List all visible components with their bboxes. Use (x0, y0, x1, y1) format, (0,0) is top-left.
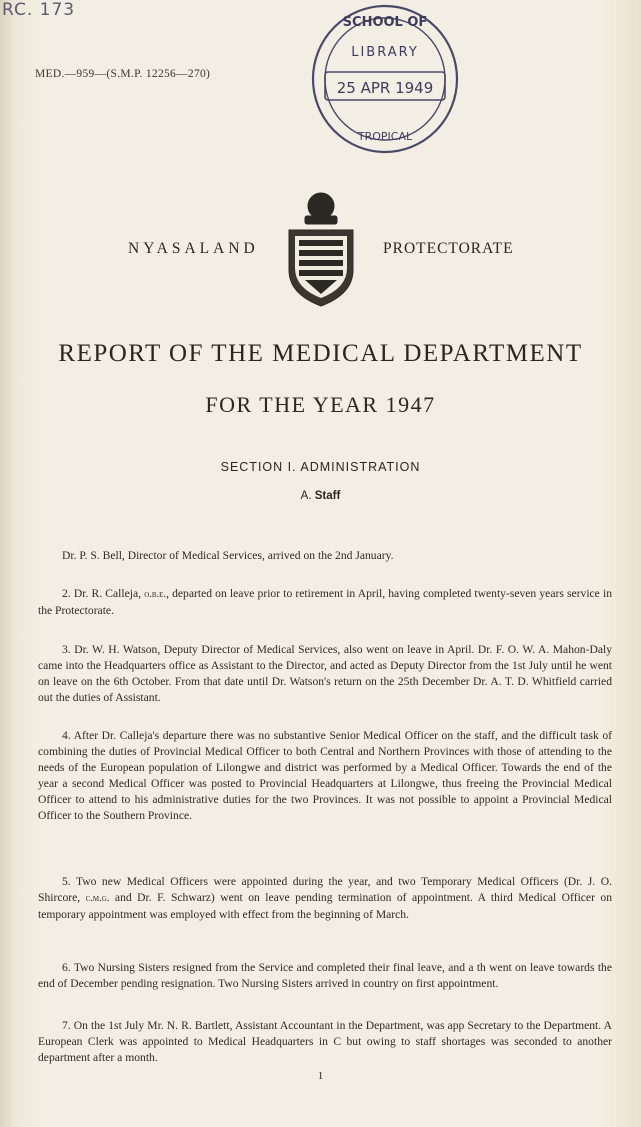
section-heading: SECTION I. ADMINISTRATION (220, 460, 421, 474)
report-title: REPORT OF THE MEDICAL DEPARTMENT (58, 340, 583, 367)
report-year: FOR THE YEAR 1947 (205, 392, 436, 417)
paragraph-1: Dr. P. S. Bell, Director of Medical Services, arrived on the 2nd January. (62, 549, 394, 562)
library-stamp (305, 0, 465, 158)
country-name-right: PROTECTORATE (383, 240, 514, 257)
stamp-bottom-text: TROPICAL (357, 130, 413, 143)
paragraph-4: 4. After Dr. Calleja's departure there was no substantive Senior Medical Officer on the staff, and the difficult task of combining the duties of Provincial Medical Officer to both Central and Northern Provinces with those of attending to the needs of the European population of Lilongwe and district was performed by a Medical Officer. Towards the end of the year a second Medical Officer was posted to Provincial Headquarters at Lilongwe, thus freeing the Provincial Medical Officer to attend to his administrative duties for the two Provinces. It was not possible to appoint a Provincial Medical Officer to the Southern Province. (38, 729, 612, 822)
paragraph-6: 6. Two Nursing Sisters resigned from the Service and completed their final leave, and a th went on leave towards the end of December pending resignation. Two Nursing Sisters arrived in country on first appointment. (38, 961, 612, 990)
stamp-date: 25 APR 1949 (336, 79, 434, 97)
page-number: 1 (317, 1070, 324, 1082)
paragraph-7: 7. On the 1st July Mr. N. R. Bartlett, Assistant Accountant in the Department, was app Secretary to the Department. A European Clerk was appointed to Medical Headquarters in C but owing to staff shortages was seconded to another department after a month. (38, 1019, 612, 1064)
stamp-library-text: LIBRARY (351, 45, 419, 60)
country-name-left: NYASALAND (128, 240, 259, 257)
print-reference: MED.—959—(S.M.P. 12256—270) (35, 68, 211, 80)
paragraph-2: 2. Dr. R. Calleja, o.b.e., departed on leave prior to retirement in April, having completed twenty-seven years service in the Protectorate. (38, 587, 612, 617)
coat-of-arms-icon (283, 190, 359, 312)
paragraph-5: 5. Two new Medical Officers were appointed during the year, and two Temporary Medical Officers (Dr. J. O. Shircore, c.m.g. and Dr. F. Schwarz) went on leave pending termination of appointment. A third Medical Officer on temporary appointment was employed with effect from the beginning of March. (38, 875, 612, 921)
paragraph-3: 3. Dr. W. H. Watson, Deputy Director of Medical Services, also went on leave in April. Dr. F. O. W. A. Mahon-Daly came into the Headquarters office as Assistant to the Director, and acted as Deputy Director from the 1st July until he went on leave on the 6th October. From that date until Dr. Watson's return on the 25th December Dr. A. T. D. Whitfield carried out the duties of Assistant. (38, 643, 612, 704)
subsection-letter: A. (300, 490, 312, 502)
subsection-title: Staff (314, 490, 341, 502)
handwritten-catalogue-note: RC. 173 (2, 0, 76, 20)
subsection-heading (0, 490, 641, 502)
stamp-top-text: SCHOOL OF (342, 15, 428, 30)
